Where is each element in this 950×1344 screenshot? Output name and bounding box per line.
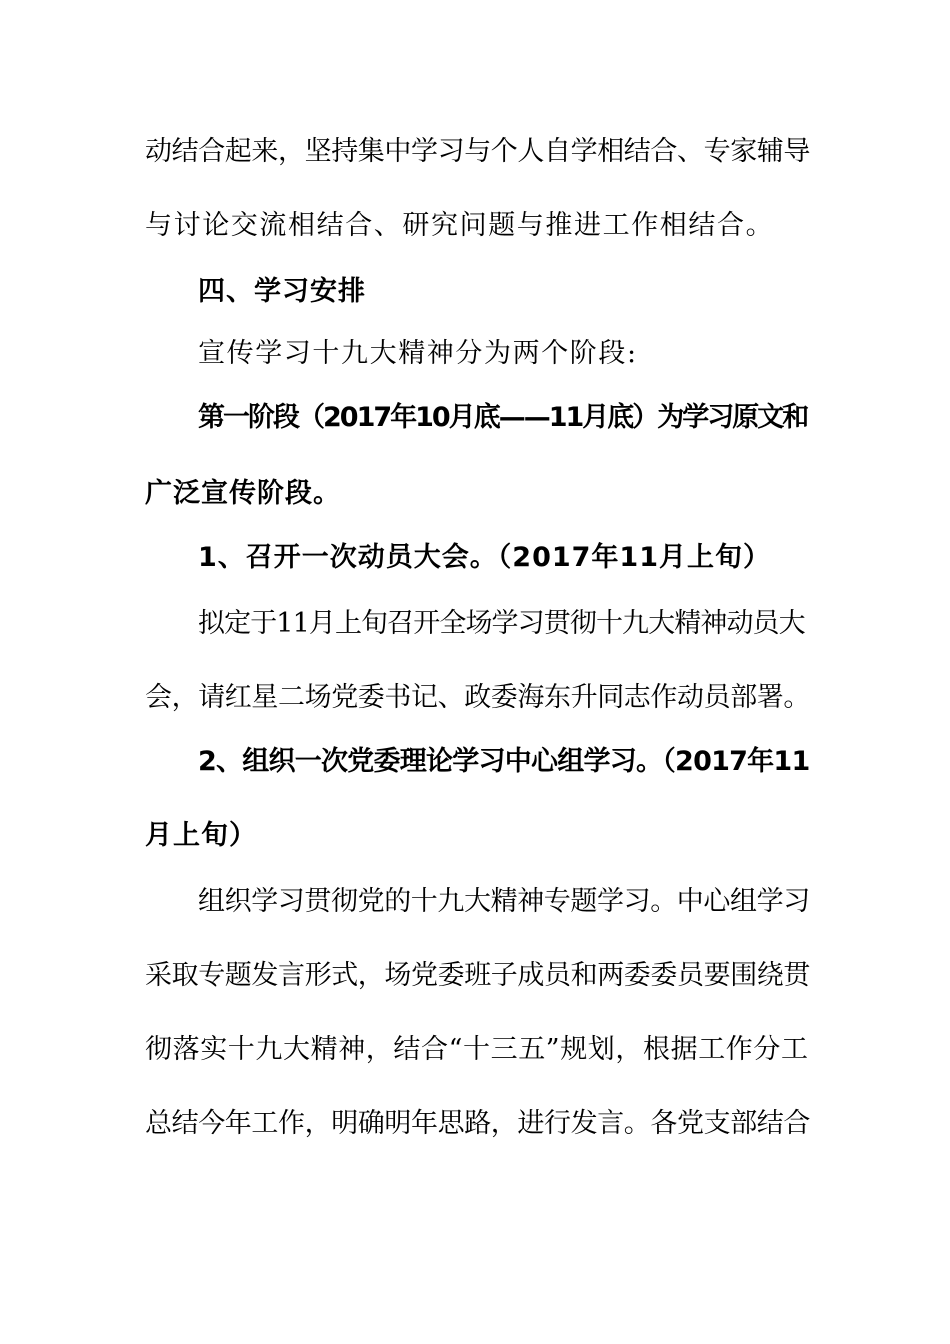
item-1-text-line-2: 会，请红星二场党委书记、政委海东升同志作动员部署。 (145, 682, 810, 713)
phase-heading-line-1: 第一阶段（2017年10月底——11月底）为学习原文和 (198, 402, 808, 433)
item-2-text-line-4: 总结今年工作，明确明年思路，进行发言。各党支部结合 (145, 1108, 810, 1139)
section-heading: 四、学习安排 (198, 276, 366, 307)
paragraph-line-1: 动结合起来，坚持集中学习与个人自学相结合、专家辅导 (145, 136, 810, 167)
item-2-heading-line-2: 月上旬） (145, 820, 257, 851)
item-2-heading-line-1: 2、组织一次党委理论学习中心组学习。（2017年11 (198, 746, 810, 777)
item-1-text-line-1: 拟定于11月上旬召开全场学习贯彻十九大精神动员大 (198, 608, 805, 639)
paragraph-line-2: 与讨论交流相结合、研究问题与推进工作相结合。 (145, 210, 775, 241)
item-2-text-line-1: 组织学习贯彻党的十九大精神专题学习。中心组学习 (198, 886, 810, 917)
item-2-text-line-2: 采取专题发言形式，场党委班子成员和两委委员要围绕贯 (145, 960, 810, 991)
item-2-text-line-3: 彻落实十九大精神，结合“十三五”规划，根据工作分工 (145, 1034, 809, 1065)
intro-line: 宣传学习十九大精神分为两个阶段: (198, 338, 638, 369)
item-1-heading: 1、召开一次动员大会。（2017年11月上旬） (198, 542, 772, 573)
phase-heading-line-2: 广泛宣传阶段。 (145, 478, 341, 509)
